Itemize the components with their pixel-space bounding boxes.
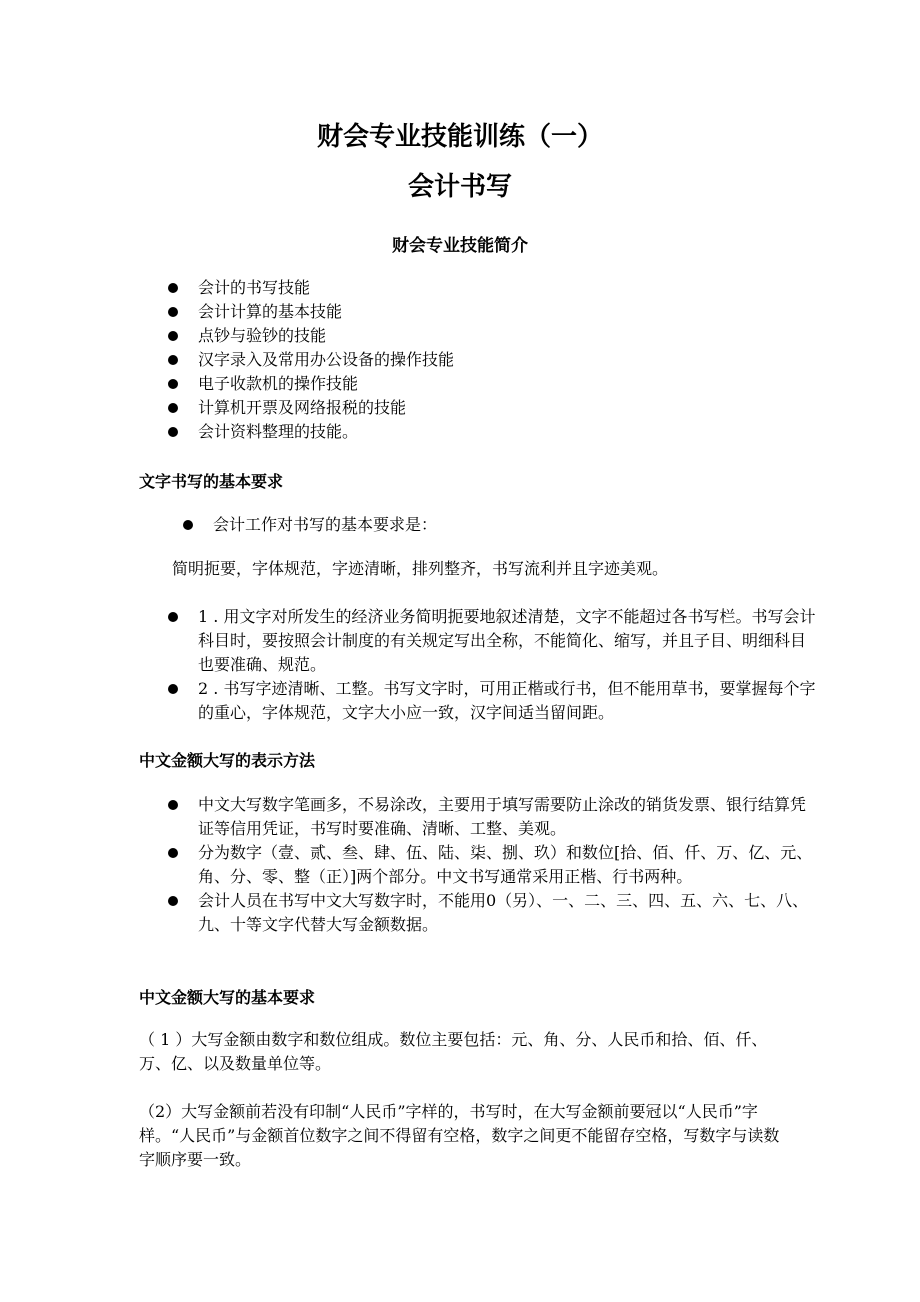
- section-intro-title: 财会专业技能简介: [392, 236, 528, 256]
- list-item: 会计人员在书写中文大写数字时，不能用0（另）、一、二、三、四、五、六、七、八、九、十等文字代替大写金额数据。: [168, 889, 818, 937]
- list-item: 计算机开票及网络报税的技能: [168, 396, 454, 420]
- writing-items-list: [168, 605, 818, 725]
- amount-methods-list: [168, 793, 818, 937]
- amount-requirement-paragraph-2: （2）大写金额前若没有印制“人民币”字样的，书写时，在大写金额前要冠以“人民币”字样。“人民币”与金额首位数字之间不得留有空格，数字之间更不能留存空格，写数字与读数字顺序要一致。: [139, 1102, 780, 1169]
- list-item: 会计资料整理的技能。: [168, 420, 454, 444]
- list-item: 会计工作对书写的基本要求是：: [183, 513, 437, 537]
- list-item: 分为数字（壹、贰、叁、肆、伍、陆、柒、捌、玖）和数位[拾、佰、仟、万、亿、元、角、分、零、整（正）]两个部分。中文书写通常采用正楷、行书两种。: [168, 841, 818, 889]
- list-item: 点钞与验钞的技能: [168, 324, 454, 348]
- list-item: 会计计算的基本技能: [168, 300, 454, 324]
- section-heading-amount-requirements: 中文金额大写的基本要求: [139, 988, 316, 1007]
- list-item: 汉字录入及常用办公设备的操作技能: [168, 348, 454, 372]
- sub-title: 会计书写: [407, 172, 512, 202]
- section-heading-writing: 文字书写的基本要求: [139, 472, 284, 491]
- skills-list: [168, 276, 454, 444]
- list-item: 会计的书写技能: [168, 276, 454, 300]
- writing-summary: 简明扼要，字体规范，字迹清晰，排列整齐，书写流利并且字迹美观。: [172, 559, 669, 578]
- list-item: 电子收款机的操作技能: [168, 372, 454, 396]
- section-heading-amount-methods: 中文金额大写的表示方法: [139, 751, 316, 770]
- writing-bullet-list: [183, 513, 437, 537]
- list-item: 1 . 用文字对所发生的经济业务简明扼要地叙述清楚，文字不能超过各书写栏。书写会计科目时，要按照会计制度的有关规定写出全称，不能简化、缩写，并且子目、明细科目也要准确、规范。: [168, 605, 818, 677]
- list-item: 中文大写数字笔画多，不易涂改，主要用于填写需要防止涂改的销货发票、银行结算凭证等信用凭证，书写时要准确、清晰、工整、美观。: [168, 793, 818, 841]
- list-item: 2 . 书写字迹清晰、工整。书写文字时，可用正楷或行书，但不能用草书，要掌握每个字的重心，字体规范，文字大小应一致，汉字间适当留间距。: [168, 677, 818, 725]
- amount-requirement-paragraph-1: （ 1 ）大写金额由数字和数位组成。数位主要包括：元、角、分、人民币和拾、佰、仟、万、亿、以及数量单位等。: [139, 1030, 768, 1073]
- main-title: 财会专业技能训练（一）: [316, 122, 603, 152]
